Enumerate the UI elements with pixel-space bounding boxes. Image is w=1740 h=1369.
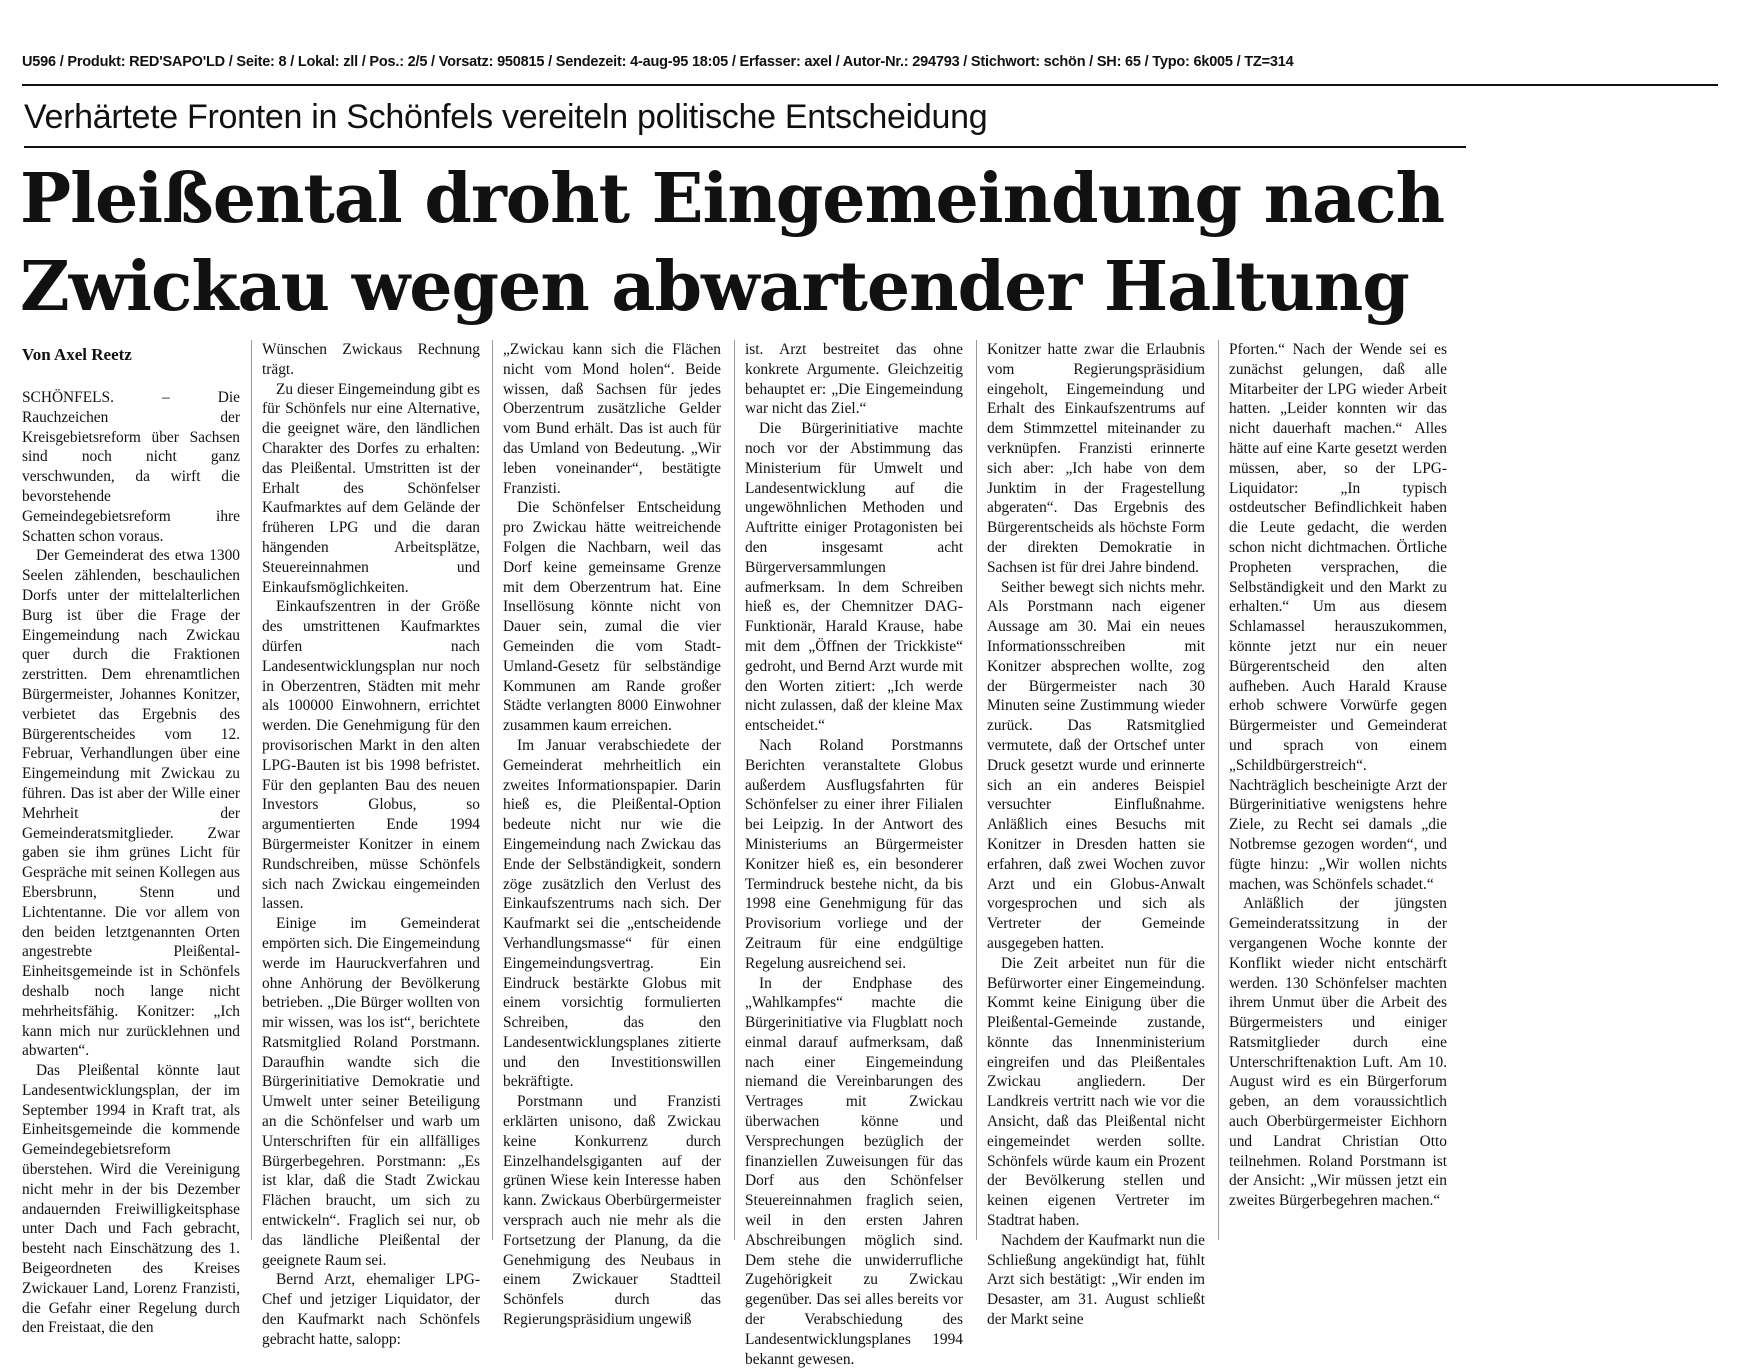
- headline: [20, 155, 1480, 331]
- paragraph: In der Endphase des „Wahlkampfes“ machte die Bürgerinitiative via Flugblatt noch einmal darauf aufmerksam, daß nach einer Eingemeindung niemand die Vereinbarungen des Vertrages mit Zwickau überwachen könne und Versprechungen bezüglich der finanziellen Zuweisungen für das Dorf aus den Schönfelser Steuereinnahmen fraglich seien, weil in den ersten Jahren Abschreibungen möglich sind. Dem stehe die unwiderrufliche Zugehörigkeit zu Zwickau gegenüber. Das sei alles bereits vor der Verabschiedung des Landesentwicklungsplanes 1994 bekannt gewesen.: [745, 974, 963, 1369]
- headline-line-2: Zwickau wegen abwartender Haltung: [20, 243, 1480, 331]
- paragraph: Im Januar verabschiedete der Gemeinderat mehrheitlich ein zweites Informationspapier. Darin hieß es, die Pleißental-Option bedeute nicht nur wie die Eingemeindung nach Zwickau das Ende der Selbständigkeit, sondern zöge zusätzlich den Verlust des Einkaufszentrums nach sich. Der Kaufmarkt sei die „entscheidende Verhandlungsmasse“ für einen Eingemeindungsvertrag. Ein Eindruck bestärkte Globus mit einem vorsichtig formulierten Schreiben, das den Landesentwicklungsplanes zitierte und den Investitionswillen bekräftigte.: [503, 736, 721, 1092]
- paragraph: Porstmann und Franzisti erklärten unisono, daß Zwickau keine Konkurrenz durch Einzelhandelsgiganten auf der grünen Wiese kein Interesse haben kann. Zwickaus Oberbürgermeister versprach auch nie mehr als die Fortsetzung der Planung, da die Genehmigung des Neubaus in einem Zwickauer Stadtteil Schönfels durch das Regierungspräsidium ungewiß: [503, 1092, 721, 1330]
- article-column-3: [503, 340, 721, 1240]
- paragraph: Einkaufszentren in der Größe des umstrittenen Kaufmarktes dürfen nach Landesentwicklungsplan nur noch in Oberzentren, Städten mit mehr als 100000 Einwohnern, errichtet werden. Die Genehmigung für den provisorischen Markt in den alten LPG-Bauten ist bis 1998 befristet. Für den geplanten Bau des neuen Investors Globus, so argumentierten Ende 1994 Bürgermeister Konitzer in einem Rundschreiben, müsse Schönfels sich nach Zwickau eingemeinden lassen.: [262, 597, 480, 914]
- paragraph: Seither bewegt sich nichts mehr. Als Porstmann nach eigener Aussage am 30. Mai ein neues Informationsschreiben mit Konitzer absprechen wollte, zog der Bürgermeister nach 30 Minuten seine Zustimmung wieder zurück. Das Ratsmitglied vermutete, daß der Ortschef unter Druck gesetzt wurde und erinnerte sich an ein anderes Beispiel versuchter Einflußnahme. Anläßlich eines Besuchs mit Konitzer in Dresden hatten sie erfahren, daß zwei Wochen zuvor Arzt und ein Globus-Anwalt vorgesprochen und sich als Vertreter der Gemeinde ausgegeben hatten.: [987, 578, 1205, 954]
- paragraph: Nach Roland Porstmanns Berichten veranstaltete Globus außerdem Ausflugsfahrten für Schönfelser zu einer ihrer Filialen bei Leipzig. In der Antwort des Ministeriums an Bürgermeister Konitzer hieß es, ein besonderer Termindruck bestehe nicht, da bis 1998 eine Genehmigung für das Provisorium vorliege und der Zeitraum für eine endgültige Regelung ausreichend sei.: [745, 736, 963, 974]
- column-divider: [976, 340, 977, 1240]
- column-divider: [492, 340, 493, 1240]
- article-column-2: [262, 340, 480, 1240]
- paragraph: Die Schönfelser Entscheidung pro Zwickau hätte weitreichende Folgen die Nachbarn, weil das Dorf keine gemeinsame Grenze mit dem Oberzentrum hat. Eine Insellösung könnte nicht von Dauer sein, zumal die vier Gemeinden die vom Stadt-Umland-Gesetz für selbständige Kommunen am Rande großer Städte verlangten 8000 Einwohner zusammen kaum erreichen.: [503, 498, 721, 736]
- paragraph: Anläßlich der jüngsten Gemeinderatssitzung in der vergangenen Woche konnte der Konflikt wieder nicht entschärft werden. 130 Schönfelser machten ihrem Unmut über die Arbeit des Bürgermeisters und einiger Ratsmitglieder durch eine Unterschriftenaktion Luft. Am 10. August wird es ein Bürgerforum geben, an dem voraussichtlich auch Oberbürgermeister Eichhorn und Landrat Christian Otto teilnehmen. Roland Porstmann ist der Ansicht: „Wir müssen jetzt ein zweites Bürgerbegehren machen.“: [1229, 894, 1447, 1211]
- article-column-5: [987, 340, 1205, 1240]
- column-divider: [734, 340, 735, 1240]
- paragraph: Einige im Gemeinderat empörten sich. Die Eingemeindung werde im Hauruckverfahren und ohne Anhörung der Bevölkerung betrieben. „Die Bürger wollten von mir wissen, was los ist“, berichtete Ratsmitglied Roland Porstmann. Daraufhin wandte sich die Bürgerinitiative Demokratie und Umwelt unter seiner Beteiligung an die Schönfelser und warb um Unterschriften für ein allfälliges Bürgerbegehren. Porstmann: „Es ist klar, daß die Stadt Zwickau Flächen braucht, um sich zu entwickeln“. Fraglich sei nur, ob das ländliche Pleißental der geeignete Raum sei.: [262, 914, 480, 1270]
- paragraph: Pforten.“ Nach der Wende sei es zunächst gelungen, daß alle Mitarbeiter der LPG wieder Arbeit hatten. „Leider konnten wir das nicht dauerhaft machen.“ Alles hätte auf eine Karte gesetzt werden müssen, aber, so der LPG-Liquidator: „In typisch ostdeutscher Befindlichkeit haben die Leute gedacht, die werden schon nicht dichtmachen. Örtliche Propheten versprachen, die Selbständigkeit und den Markt zu erhalten.“ Um aus diesem Schlamassel herauszukommen, könnte jetzt nur ein neuer Bürgerentscheid den alten aufheben. Auch Harald Krause erhob schwere Vorwürfe gegen Bürgermeister und Gemeinderat und sprach von einem „Schildbürgerstreich“. Nachträglich bescheinigte Arzt der Bürgerinitiative wenigstens hehre Ziele, zu Recht sei damals „die Notbremse gezogen worden“, und fügte hinzu: „Wir wollen nichts machen, was Schönfels schadet.“: [1229, 340, 1447, 894]
- article-column-4: [745, 340, 963, 1240]
- paragraph: Der Gemeinderat des etwa 1300 Seelen zählenden, beschaulichen Dorfs unter der mittelalterlichen Burg ist über die Frage der Eingemeindung nach Zwickau quer durch die Fraktionen zerstritten. Dem ehrenamtlichen Bürgermeister, Johannes Konitzer, verbietet das Ergebnis des Bürgerentscheides vom 12. Februar, Verhandlungen über eine Eingemeindung mit Zwickau zu führen. Das ist aber der Wille einer Mehrheit der Gemeinderatsmitglieder. Zwar gaben sie ihm grünes Licht für Gespräche mit seinen Kollegen aus Ebersbrunn, Stenn und Lichtentanne. Die vor allem von den beiden letztgenannten Orten angestrebte Pleißental-Einheitsgemeinde ist in Schönfels deshalb noch lange nicht mehrheitsfähig. Konitzer: „Ich kann mich nur zurücklehnen und abwarten“.: [22, 546, 240, 1061]
- production-meta-line: U596 / Produkt: RED'SAPO'LD / Seite: 8 / Lokal: zll / Pos.: 2/5 / Vorsatz: 950815 / Sendezeit: 4-aug-95 18:05 / Erfasser: axel / Autor-Nr.: 294793 / Stichwort: schön / SH: 65 / Typo: 6k005 / TZ=314: [22, 54, 1722, 70]
- paragraph: „Zwickau kann sich die Flächen nicht vom Mond holen“. Beide wissen, daß Sachsen für jedes Oberzentrum zusätzliche Gelder vom Bund erhält. Das ist auch für das Umland von Bedeutung. „Wir leben voneinander“, bestätigte Franzisti.: [503, 340, 721, 498]
- paragraph: Das Pleißental könnte laut Landesentwicklungsplan, der im September 1994 in Kraft trat, als Einheitsgemeinde die kommende Gemeindegebietsreform überstehen. Wird die Vereinigung nicht mehr in der bis Dezember andauernden Freiwilligkeitsphase unter Dach und Fach gebracht, besteht nach Einschätzung des 1. Beigeordneten des Kreises Zwickauer Land, Lorenz Franzisti, die Gefahr einer Regelung durch den Freistaat, die den: [22, 1061, 240, 1338]
- paragraph: Zu dieser Eingemeindung gibt es für Schönfels nur eine Alternative, die geeignet wäre, den ländlichen Charakter des Dorfes zu erhalten: das Pleißental. Umstritten ist der Erhalt des Schönfelser Kaufmarktes auf dem Gelände der früheren LPG und die daran hängenden Arbeitsplätze, Steuereinnahmen und Einkaufsmöglichkeiten.: [262, 380, 480, 598]
- article-column-6: [1229, 340, 1447, 1240]
- paragraph: Wünschen Zwickaus Rechnung trägt.: [262, 340, 480, 380]
- subheadline: Verhärtete Fronten in Schönfels vereiteln politische Entscheidung: [24, 98, 1464, 137]
- column-divider: [251, 340, 252, 1240]
- paragraph: Bernd Arzt, ehemaliger LPG-Chef und jetziger Liquidator, der den Kaufmarkt nach Schönfels gebracht hatte, salopp:: [262, 1270, 480, 1349]
- paragraph: ist. Arzt bestreitet das ohne konkrete Argumente. Gleichzeitig behauptet er: „Die Eingemeindung war nicht das Ziel.“: [745, 340, 963, 419]
- headline-line-1: Pleißental droht Eingemeindung nach: [20, 155, 1480, 243]
- paragraph: Die Bürgerinitiative machte noch vor der Abstimmung das Ministerium für Umwelt und Landesentwicklung auf die ungewöhnlichen Methoden und Auftritte einiger Protagonisten bei den insgesamt acht Bürgerversammlungen aufmerksam. In dem Schreiben hieß es, der Chemnitzer DAG-Funktionär, Harald Krause, habe mit dem „Öffnen der Trickkiste“ gedroht, und Bernd Arzt wurde mit den Worten zitiert: „Ich werde nicht zulassen, daß der kleine Max entscheidet.“: [745, 419, 963, 736]
- paragraph: SCHÖNFELS. – Die Rauchzeichen der Kreisgebietsreform über Sachsen sind noch nicht ganz verschwunden, da wirft die bevorstehende Gemeindegebietsreform ihre Schatten schon voraus.: [22, 388, 240, 546]
- article-column-1: [22, 388, 240, 1240]
- top-rule: [22, 84, 1718, 86]
- paragraph: Nachdem der Kaufmarkt nun die Schließung angekündigt hat, fühlt Arzt sich bestätigt: „Wir enden im Desaster, am 31. August schließt der Markt seine: [987, 1231, 1205, 1330]
- subheadline-rule: [24, 146, 1466, 148]
- paragraph: Die Zeit arbeitet nun für die Befürworter einer Eingemeindung. Kommt keine Einigung über die Pleißental-Gemeinde zustande, könnte das Innenministerium eingreifen und das Pleißentales Zwickau angliedern. Der Landkreis vertritt nach wie vor die Ansicht, daß das Pleißental nicht eingemeindet werden sollte. Schönfels würde kaum ein Prozent der Bevölkerung stellen und keinen eigenen Vertreter im Stadtrat haben.: [987, 954, 1205, 1231]
- column-divider: [1218, 340, 1219, 1240]
- paragraph: Konitzer hatte zwar die Erlaubnis vom Regierungspräsidium eingeholt, Eingemeindung und Erhalt des Einkaufszentrums auf dem Stimmzettel miteinander zu verknüpfen. Franzisti erinnerte sich aber: „Ich habe von dem Junktim in der Fragestellung abgeraten“. Das Ergebnis des Bürgerentscheids als höchste Form der direkten Demokratie in Sachsen ist für drei Jahre bindend.: [987, 340, 1205, 578]
- byline: Von Axel Reetz: [22, 345, 132, 365]
